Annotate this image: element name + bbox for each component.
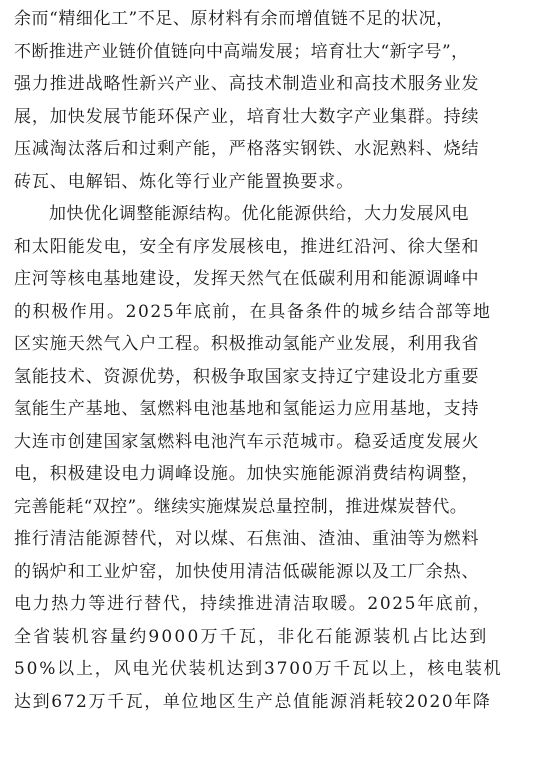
text-line-14: 大连市创建国家氢燃料电池汽车示范城市。稳妥适度发展火: [14, 431, 480, 452]
text-line-4: 展，加快发展节能环保产业，培育壮大数字产业集群。持续: [14, 106, 480, 127]
text-line-9: 庄河等核电基地建设，发挥天然气在低碳利用和能源调峰中: [14, 269, 480, 289]
text-line-18: 的锅炉和工业炉窑，加快使用清洁低碳能源以及工厂余热、: [14, 561, 480, 582]
text-line-20: 全省装机容量约9000万千瓦，非化石能源装机占比达到: [14, 626, 489, 647]
text-line-6: 砖瓦、电解铝、炼化等行业产能置换要求。: [14, 171, 355, 192]
document-page: [14, 0, 534, 718]
text-line-8: 和太阳能发电，安全有序发展核电，推进红沿河、徐大堡和: [14, 236, 480, 257]
text-line-22: 达到672万千瓦，单位地区生产总值能源消耗较2020年降: [14, 691, 492, 712]
text-line-19: 电力热力等进行替代，持续推进清洁取暖。2025年底前，: [14, 594, 492, 614]
text-line-2: 不断推进产业链价值链向中高端发展；培育壮大“新字号”，: [14, 41, 469, 62]
text-line-21: 50%以上，风电光伏装机达到3700万千瓦以上，核电装机: [14, 659, 503, 679]
text-line-16: 完善能耗“双控”。继续实施煤炭总量控制，推进煤炭替代。: [14, 496, 468, 517]
text-line-1: 余而“精细化工”不足、原材料有余而增值链不足的状况，: [14, 9, 454, 29]
text-line-13: 氢能生产基地、氢燃料电池基地和氢能运力应用基地，支持: [14, 399, 480, 419]
text-line-17: 推行清洁能源替代，对以煤、石焦油、渣油、重油等为燃料: [14, 529, 480, 549]
text-line-5: 压减淘汰落后和过剩产能，严格落实钢铁、水泥熟料、烧结: [14, 139, 480, 159]
text-line-11: 区实施天然气入户工程。积极推动氢能产业发展，利用我省: [14, 334, 480, 354]
text-line-7: 加快优化调整能源结构。优化能源供给，大力发展风电: [14, 204, 469, 224]
text-line-3: 强力推进战略性新兴产业、高技术制造业和高技术服务业发: [14, 74, 480, 94]
text-line-15: 电，积极建设电力调峰设施。加快实施能源消费结构调整，: [14, 464, 480, 484]
text-line-10: 的积极作用。2025年底前，在具备条件的城乡结合部等地: [14, 301, 492, 322]
text-line-12: 氢能技术、资源优势，积极争取国家支持辽宁建设北方重要: [14, 366, 480, 387]
